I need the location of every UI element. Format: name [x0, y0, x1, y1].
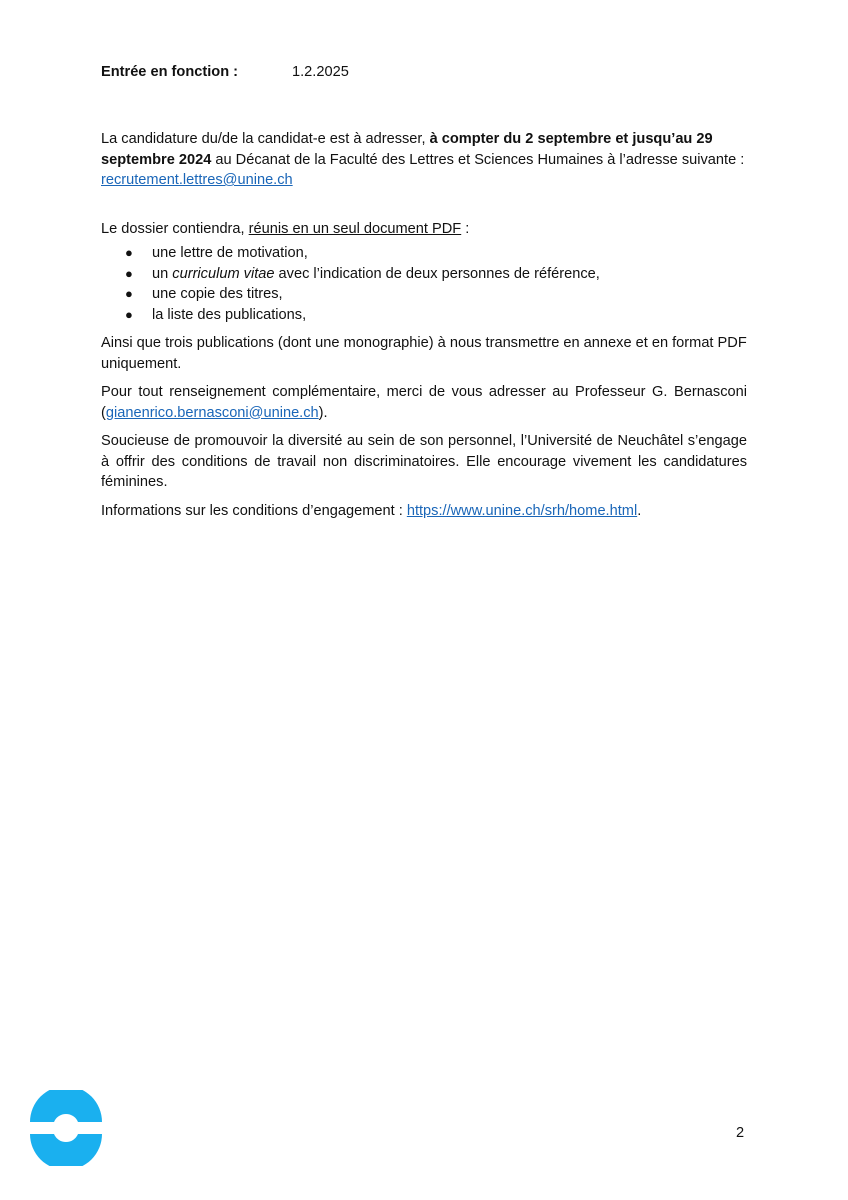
bullet-icon: ● — [125, 265, 133, 281]
renseignement-email-link[interactable]: gianenrico.bernasconi@unine.ch — [105, 404, 319, 421]
entry-value: 1.2.2025 — [292, 64, 349, 80]
list-item-text: une copie des titres, — [152, 286, 283, 302]
entry-label: Entrée en fonction : — [101, 64, 239, 80]
renseignement-text-before: Pour tout renseignement complémentaire, merci de vous adresser au Professeur G. Bernasconi ( — [101, 384, 747, 421]
list-item — [101, 284, 747, 305]
dossier-intro-after: : — [461, 220, 470, 237]
candidature-email-link[interactable]: recrutement.lettres@unine.ch — [101, 172, 293, 188]
informations-link[interactable]: https://www.unine.ch/srh/home.html — [406, 502, 638, 519]
candidature-paragraph — [101, 129, 747, 191]
renseignement-paragraph — [101, 382, 747, 423]
candidature-deadline: à compter du 2 septembre et jusqu’au 29 septembre 2024 — [101, 131, 713, 168]
list-item-prefix: un — [152, 265, 173, 282]
list-item-text: avec l’indication de deux personnes de référence, — [274, 265, 600, 282]
renseignement-text-after: ). — [318, 404, 328, 421]
document-body — [101, 62, 747, 521]
informations-paragraph — [101, 501, 747, 522]
informations-text-before: Informations sur les conditions d’engagement : — [101, 502, 407, 519]
list-item — [101, 264, 747, 285]
informations-text-after: . — [637, 502, 642, 519]
list-item — [101, 305, 747, 326]
list-item-italic: curriculum vitae — [172, 265, 275, 282]
bullet-icon: ● — [125, 306, 133, 322]
page-number: 2 — [736, 1125, 745, 1141]
candidature-text-before: La candidature du/de la candidat-e est à adresser, — [101, 131, 430, 147]
logo-top-arc — [30, 1090, 102, 1122]
entry-row — [101, 62, 747, 82]
list-item-text: une lettre de motivation, — [152, 245, 308, 261]
candidature-text-after: au Décanat de la Faculté des Lettres et Sciences Humaines à l’adresse suivante : — [211, 151, 745, 168]
dossier-list — [101, 243, 747, 325]
list-item — [101, 243, 747, 264]
dossier-intro-before: Le dossier contiendra, — [101, 220, 249, 237]
diversite-paragraph: Soucieuse de promouvoir la diversité au sein de son personnel, l’Université de Neuchâtel s’engage à offrir des conditions de travail non discriminatoires. Elle encourage vivement les candidatures féminines. — [101, 433, 747, 490]
dossier-intro — [101, 219, 747, 240]
unine-logo-icon — [28, 1090, 104, 1166]
logo-bottom-arc — [30, 1134, 102, 1166]
bullet-icon: ● — [125, 245, 133, 260]
list-item-text: la liste des publications, — [152, 306, 307, 323]
bullet-icon: ● — [125, 286, 133, 301]
publications-paragraph: Ainsi que trois publications (dont une monographie) à nous transmettre en annexe et en format PDF uniquement. — [101, 335, 747, 372]
dossier-intro-underlined: réunis en un seul document PDF — [248, 220, 462, 237]
